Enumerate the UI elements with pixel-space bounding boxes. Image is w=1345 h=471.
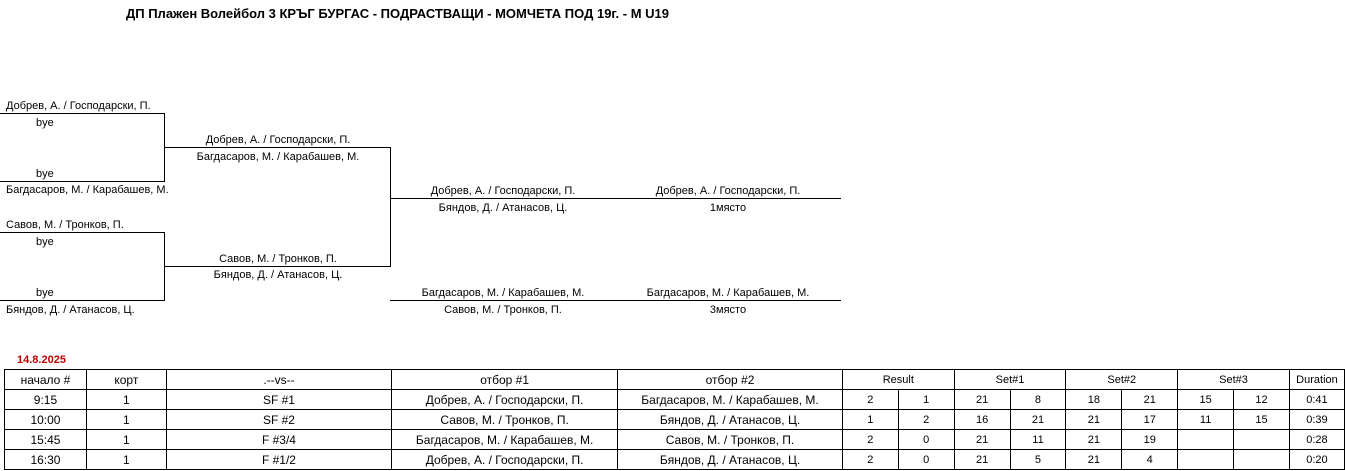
cell-time: 9:15 [5,390,87,410]
table-row [5,410,1345,430]
cell-result-2: 0 [898,430,954,450]
cell-set2-b: 4 [1122,450,1178,470]
cell-set3-a [1178,450,1234,470]
cell-set1-b: 8 [1010,390,1066,410]
cell-set2-b: 21 [1122,390,1178,410]
cell-set3-b [1234,450,1290,470]
cell-team1: Багдасаров, М. / Карабашев, М. [392,430,618,450]
schedule-date: 14.8.2025 [17,354,66,366]
cell-duration: 0:39 [1289,410,1344,430]
cell-set2-a: 21 [1066,430,1122,450]
cell-set1-a: 16 [954,410,1010,430]
cell-set1-b: 21 [1010,410,1066,430]
bracket-line [0,232,165,233]
cell-set1-a: 21 [954,450,1010,470]
bracket-team: Бяндов, Д. / Атанасов, Ц. [213,269,343,281]
bracket-bye: bye [36,168,54,180]
bracket-bye: bye [36,117,54,129]
header-set1: Set#1 [954,370,1066,390]
cell-set3-a: 11 [1178,410,1234,430]
cell-team2: Бяндов, Д. / Атанасов, Ц. [618,450,843,470]
bracket-line [164,147,391,148]
cell-duration: 0:41 [1289,390,1344,410]
cell-set2-a: 21 [1066,410,1122,430]
winner-place: 1място [709,202,747,214]
cell-team1: Добрев, А. / Господарски, П. [392,390,618,410]
cell-result-2: 2 [898,410,954,430]
cell-match: F #1/2 [166,450,391,470]
cell-match: F #3/4 [166,430,391,450]
cell-set1-a: 21 [954,390,1010,410]
cell-result-2: 0 [898,450,954,470]
cell-set2-a: 18 [1066,390,1122,410]
bracket-bye: bye [36,236,54,248]
header-set3: Set#3 [1178,370,1290,390]
bracket-bye: bye [36,287,54,299]
bracket-line [0,181,165,182]
table-row [5,390,1345,410]
cell-set1-b: 5 [1010,450,1066,470]
cell-set3-a [1178,430,1234,450]
cell-result-1: 2 [842,430,898,450]
header-court: корт [86,370,166,390]
cell-set3-b: 12 [1234,390,1290,410]
header-team2: отбор #2 [618,370,843,390]
cell-duration: 0:20 [1289,450,1344,470]
cell-set2-b: 19 [1122,430,1178,450]
cell-team1: Добрев, А. / Господарски, П. [392,450,618,470]
cell-set2-b: 17 [1122,410,1178,430]
bracket-team: Багдасаров, М. / Карабашев, М. [196,151,360,163]
cell-result-1: 2 [842,450,898,470]
cell-time: 15:45 [5,430,87,450]
bracket-line [390,198,841,199]
bracket-team: Савов, М. / Тронков, П. [219,253,337,265]
table-header-row [5,370,1345,390]
cell-set3-a: 15 [1178,390,1234,410]
bracket-team: Бяндов, Д. / Атанасов, Ц. [438,202,568,214]
cell-set1-b: 11 [1010,430,1066,450]
cell-set2-a: 21 [1066,450,1122,470]
cell-time: 10:00 [5,410,87,430]
cell-court: 1 [86,410,166,430]
bracket-team: Савов, М. / Тронков, П. [444,304,562,316]
table-row [5,430,1345,450]
header-team1: отбор #1 [392,370,618,390]
page-title: ДП Плажен Волейбол 3 КРЪГ БУРГАС - ПОДРАСТВАЩИ - МОМЧЕТА ПОД 19г. - М U19 [126,6,669,21]
bracket-line [390,300,841,301]
cell-time: 16:30 [5,450,87,470]
cell-set3-b: 15 [1234,410,1290,430]
cell-team2: Савов, М. / Тронков, П. [618,430,843,450]
cell-result-1: 1 [842,410,898,430]
header-start: начало # [5,370,87,390]
cell-team2: Бяндов, Д. / Атанасов, Ц. [618,410,843,430]
cell-set1-a: 21 [954,430,1010,450]
bracket-team: Добрев, А. / Господарски, П. [430,185,576,197]
cell-match: SF #1 [166,390,391,410]
bracket-team: Савов, М. / Тронков, П. [6,219,124,231]
cell-court: 1 [86,390,166,410]
cell-team1: Савов, М. / Тронков, П. [392,410,618,430]
table-row [5,450,1345,470]
bracket-team: Багдасаров, М. / Карабашев, М. [6,184,169,196]
cell-set3-b [1234,430,1290,450]
bracket-team: Добрев, А. / Господарски, П. [6,100,151,112]
cell-team2: Багдасаров, М. / Карабашев, М. [618,390,843,410]
third-name: Багдасаров, М. / Карабашев, М. [646,287,810,299]
cell-duration: 0:28 [1289,430,1344,450]
cell-result-2: 1 [898,390,954,410]
bracket-line [390,147,391,267]
header-result: Result [842,370,954,390]
cell-court: 1 [86,450,166,470]
bracket-line [0,300,165,301]
cell-match: SF #2 [166,410,391,430]
bracket-team: Багдасаров, М. / Карабашев, М. [421,287,585,299]
cell-result-1: 2 [842,390,898,410]
header-duration: Duration [1289,370,1344,390]
header-vs: .--vs-- [166,370,391,390]
bracket-line [0,113,165,114]
header-set2: Set#2 [1066,370,1178,390]
cell-court: 1 [86,430,166,450]
bracket-team: Добрев, А. / Господарски, П. [205,134,351,146]
third-place: 3място [709,304,747,316]
bracket-team: Бяндов, Д. / Атанасов, Ц. [6,304,135,316]
winner-name: Добрев, А. / Господарски, П. [655,185,801,197]
schedule-table [4,369,1345,470]
bracket-line [164,266,391,267]
